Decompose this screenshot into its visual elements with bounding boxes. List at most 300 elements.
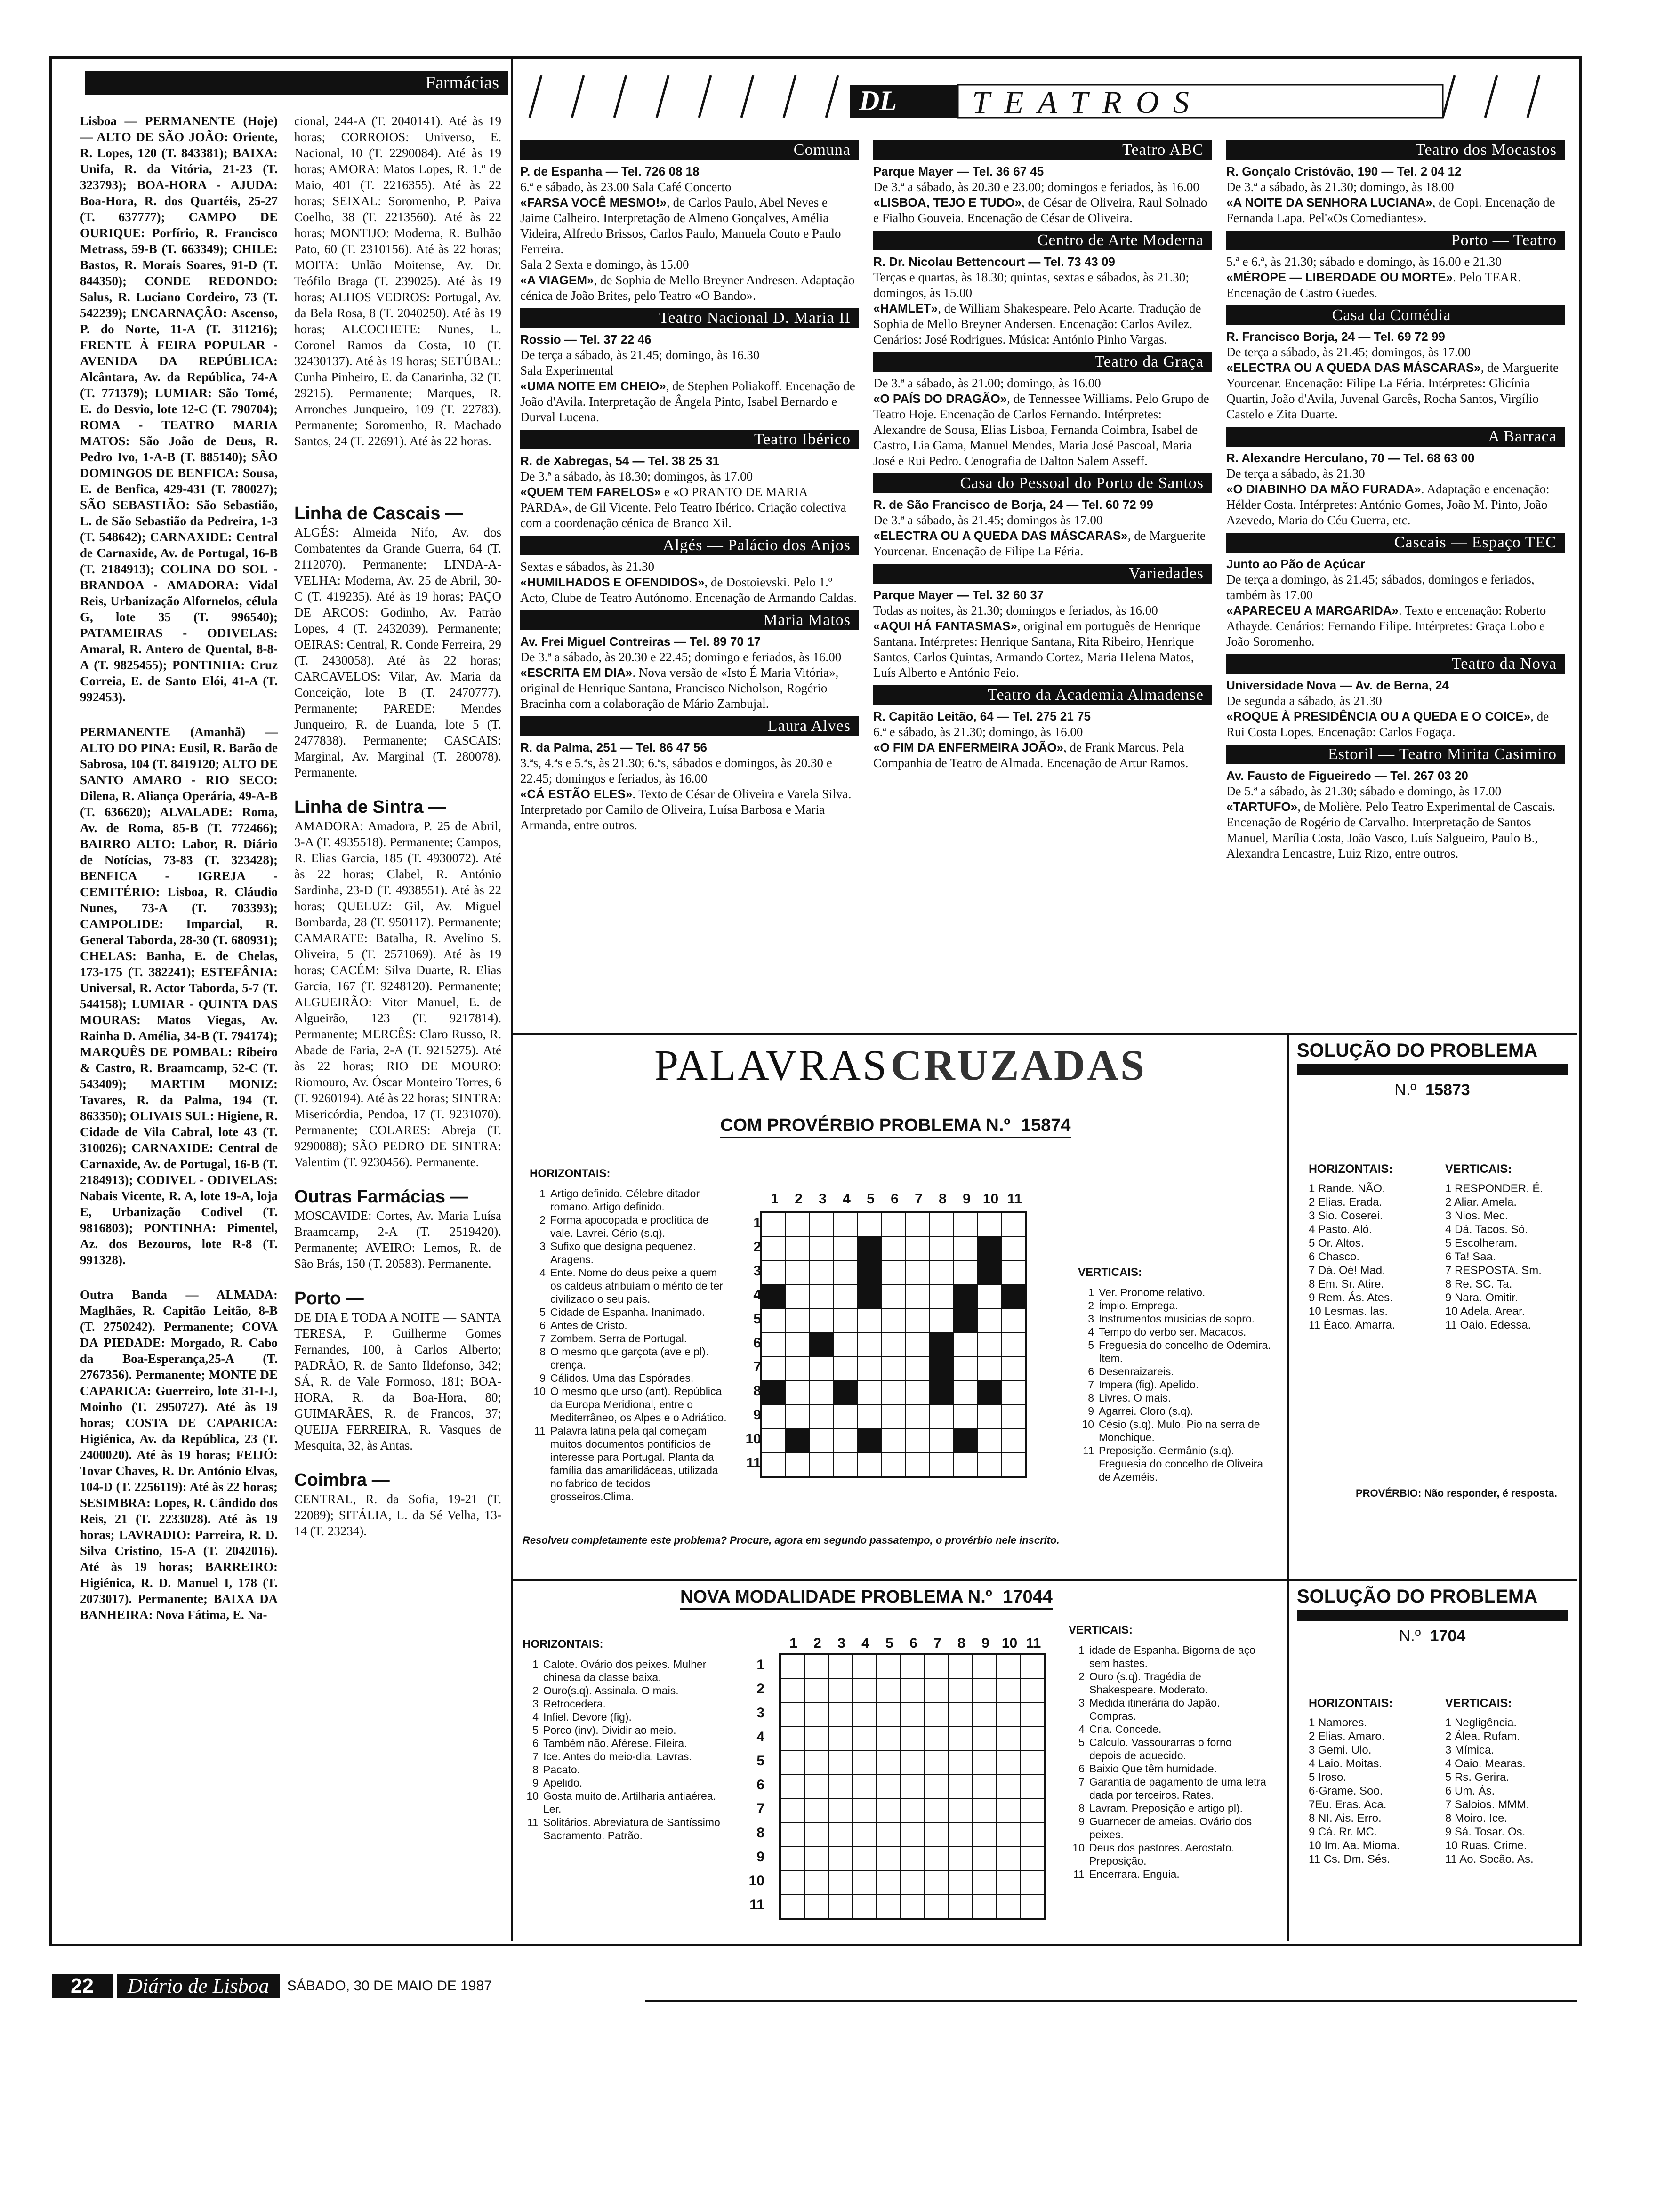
- grid-row: [780, 1846, 1045, 1870]
- white-square[interactable]: [762, 1404, 786, 1428]
- white-square[interactable]: [949, 1822, 973, 1846]
- white-square[interactable]: [882, 1236, 906, 1260]
- white-square[interactable]: [949, 1702, 973, 1726]
- white-square[interactable]: [853, 1870, 877, 1894]
- white-square[interactable]: [901, 1654, 925, 1678]
- white-square[interactable]: [780, 1774, 804, 1798]
- white-square[interactable]: [978, 1428, 1002, 1452]
- white-square[interactable]: [804, 1822, 828, 1846]
- theatre-schedule: Sextas e sábados, às 21.30: [520, 560, 654, 574]
- white-square[interactable]: [834, 1332, 858, 1356]
- white-square[interactable]: [1002, 1308, 1026, 1332]
- pharmacy-block: [294, 524, 501, 780]
- clue-item: [530, 1306, 727, 1319]
- crossword-title-part1: PALAVRAS: [654, 1041, 889, 1089]
- white-square[interactable]: [1002, 1356, 1026, 1380]
- white-square[interactable]: [853, 1726, 877, 1750]
- white-square[interactable]: [906, 1452, 930, 1476]
- theatre-show-title: «CÁ ESTÃO ELES»: [520, 787, 633, 801]
- white-square[interactable]: [978, 1284, 1002, 1308]
- white-square[interactable]: [882, 1356, 906, 1380]
- white-square[interactable]: [780, 1678, 804, 1702]
- white-square[interactable]: [906, 1212, 930, 1236]
- white-square[interactable]: [954, 1236, 978, 1260]
- white-square[interactable]: [1002, 1428, 1026, 1452]
- white-square[interactable]: [804, 1774, 828, 1798]
- white-square[interactable]: [925, 1702, 949, 1726]
- white-square[interactable]: [858, 1404, 882, 1428]
- grid-row-number: 7: [756, 1801, 764, 1817]
- clue-number: 9: [532, 1777, 539, 1789]
- white-square[interactable]: [925, 1726, 949, 1750]
- pharmacy-block: [294, 1309, 501, 1453]
- white-square[interactable]: [997, 1870, 1021, 1894]
- white-square[interactable]: [930, 1428, 954, 1452]
- white-square[interactable]: [810, 1260, 834, 1284]
- white-square[interactable]: [810, 1212, 834, 1236]
- white-square[interactable]: [1002, 1260, 1026, 1284]
- white-square[interactable]: [1002, 1452, 1026, 1476]
- theatre-address: Parque Mayer — Tel. 36 67 45: [873, 164, 1044, 178]
- white-square[interactable]: [834, 1236, 858, 1260]
- clue-item: [530, 1345, 727, 1371]
- white-square[interactable]: [954, 1356, 978, 1380]
- white-square[interactable]: [858, 1380, 882, 1404]
- white-square[interactable]: [930, 1452, 954, 1476]
- grid-column-number: 10: [1001, 1635, 1018, 1651]
- white-square[interactable]: [762, 1452, 786, 1476]
- white-square[interactable]: [804, 1750, 828, 1774]
- white-square[interactable]: [786, 1212, 810, 1236]
- white-square[interactable]: [834, 1428, 858, 1452]
- problem2-grid: [779, 1653, 1046, 1920]
- crossword-divider: [511, 1579, 1577, 1581]
- white-square[interactable]: [804, 1846, 828, 1870]
- white-square[interactable]: [1021, 1798, 1045, 1822]
- white-square[interactable]: [858, 1356, 882, 1380]
- white-square[interactable]: [930, 1236, 954, 1260]
- solution-entry: 1 Rande. NÃO.: [1309, 1182, 1385, 1195]
- white-square[interactable]: [949, 1726, 973, 1750]
- theatre-show-title: «QUEM TEM FARELOS»: [520, 485, 661, 499]
- white-square[interactable]: [828, 1678, 853, 1702]
- white-square[interactable]: [780, 1846, 804, 1870]
- white-square[interactable]: [882, 1452, 906, 1476]
- white-square[interactable]: [810, 1356, 834, 1380]
- white-square[interactable]: [973, 1822, 997, 1846]
- white-square[interactable]: [810, 1452, 834, 1476]
- white-square[interactable]: [780, 1798, 804, 1822]
- white-square[interactable]: [954, 1452, 978, 1476]
- white-square[interactable]: [882, 1332, 906, 1356]
- clue-text: Desenraizareis.: [1099, 1365, 1174, 1378]
- solution-entry: 11 Cs. Dm. Sés.: [1309, 1853, 1390, 1866]
- white-square[interactable]: [853, 1894, 877, 1918]
- white-square[interactable]: [978, 1332, 1002, 1356]
- white-square[interactable]: [1021, 1822, 1045, 1846]
- white-square[interactable]: [901, 1894, 925, 1918]
- theatre-listing: [1226, 231, 1565, 301]
- pharmacies-column-2: [294, 113, 501, 1544]
- white-square[interactable]: [853, 1822, 877, 1846]
- white-square[interactable]: [997, 1822, 1021, 1846]
- white-square[interactable]: [804, 1678, 828, 1702]
- white-square[interactable]: [949, 1774, 973, 1798]
- white-square[interactable]: [882, 1260, 906, 1284]
- theatre-details: , de Frank Marcus. Pela Companhia de Teatro de Almada. Encenação de Artur Ramos.: [873, 740, 1189, 770]
- white-square[interactable]: [997, 1774, 1021, 1798]
- theatre-details: . Texto de César de Oliveira e Varela Silva. Interpretado por Camilo de Oliveira, Luísa Barbosa e Maria Armanda, entre outros.: [520, 787, 852, 832]
- white-square[interactable]: [997, 1894, 1021, 1918]
- theatre-details: e «O PRANTO DE MARIA PARDA», de Gil Vicente. Pelo Teatro Ibérico. Criação colectiva com a coordenação cénica de Branco Xil.: [520, 485, 846, 530]
- theatre-schedule: Sala 2 Sexta e domingo, às 15.00: [520, 257, 689, 272]
- theatre-show-title: «APARECEU A MARGARIDA»: [1226, 603, 1399, 617]
- white-square[interactable]: [853, 1846, 877, 1870]
- white-square[interactable]: [973, 1894, 997, 1918]
- white-square[interactable]: [804, 1870, 828, 1894]
- white-square[interactable]: [1002, 1332, 1026, 1356]
- theatre-show-title: «HAMLET»: [873, 301, 938, 315]
- white-square[interactable]: [834, 1260, 858, 1284]
- theatre-address: R. Gonçalo Cristóvão, 190 — Tel. 2 04 12: [1226, 164, 1462, 178]
- white-square[interactable]: [901, 1798, 925, 1822]
- theatre-name-bar: Estoril — Teatro Mirita Casimiro: [1226, 745, 1565, 764]
- white-square[interactable]: [901, 1774, 925, 1798]
- white-square[interactable]: [786, 1260, 810, 1284]
- white-square[interactable]: [780, 1726, 804, 1750]
- white-square[interactable]: [762, 1428, 786, 1452]
- white-square[interactable]: [853, 1654, 877, 1678]
- pharmacy-text: cional, 244-A (T. 2040141). Até às 19 horas; CORROIOS: Universo, E. Nacional, 10 (T. 2290084). Até às 19 horas; AMORA: Matos Lopes, R. 1.º de Maio, 401 (T. 2216355). Até às 22 horas; SEIXAL: Soromenho, P. Paiva Coelho, 38 (T. 2213560). Até às 22 horas; MONTIJO: Moderna, R. Bulhão Pato, 60 (T. 2310156). Até às 22 horas; MOITA: Unlão Moitense, Av. Dr. Teófilo Braga (T. 239025). Até às 19 horas; ALHOS VEDROS: Portugal, Av. da Bela Rosa, 8 (T. 2040250). Até às 19 horas; ALCOCHETE: Nunes, L. Coronel Ramos da Costa, 10 (T. 32430137). Até às 19 horas; SETÚBAL: Cunha Pinheiro, E. da Canarinha, 32 (T. 29215). Permanente; Marques, R. Arronches Junqueiro, 109 (T. 22783). Permanente; Soromenho, R. Machado Santos, 24 (T. 22691). Até às 22 horas.: [294, 114, 501, 448]
- white-square[interactable]: [925, 1894, 949, 1918]
- white-square[interactable]: [1021, 1654, 1045, 1678]
- white-square[interactable]: [858, 1308, 882, 1332]
- white-square[interactable]: [786, 1308, 810, 1332]
- white-square[interactable]: [906, 1308, 930, 1332]
- white-square[interactable]: [762, 1356, 786, 1380]
- white-square[interactable]: [906, 1236, 930, 1260]
- white-square[interactable]: [810, 1404, 834, 1428]
- white-square[interactable]: [949, 1846, 973, 1870]
- white-square[interactable]: [877, 1678, 901, 1702]
- white-square[interactable]: [1021, 1870, 1045, 1894]
- white-square[interactable]: [804, 1702, 828, 1726]
- white-square[interactable]: [954, 1404, 978, 1428]
- white-square[interactable]: [954, 1380, 978, 1404]
- white-square[interactable]: [1021, 1726, 1045, 1750]
- white-square[interactable]: [997, 1750, 1021, 1774]
- white-square[interactable]: [997, 1678, 1021, 1702]
- white-square[interactable]: [930, 1404, 954, 1428]
- white-square[interactable]: [810, 1236, 834, 1260]
- white-square[interactable]: [786, 1404, 810, 1428]
- grid-column-number: 1: [789, 1635, 797, 1651]
- white-square[interactable]: [786, 1332, 810, 1356]
- white-square[interactable]: [1021, 1678, 1045, 1702]
- white-square[interactable]: [804, 1654, 828, 1678]
- theatre-details: , de Carlos Paulo, Abel Neves e Jaime Calheiro. Interpretação de Almeno Gonçalves, Amélia Videira, Alfredo Brissos, Carlos Paulo, Manuela Couto e Paulo Ferreira.: [520, 195, 841, 256]
- grid-row-number: 6: [753, 1335, 761, 1351]
- white-square[interactable]: [834, 1308, 858, 1332]
- theatre-details: , de Molière. Pelo Teatro Experimental de Cascais. Encenação de Rogério de Carvalho. Interpretação de Santos Manuel, Marília Costa, João Vasco, Luís Salgueiro, Paulo B., Alexandra Lencastre, Luiz Rizo, entre outros.: [1226, 800, 1556, 860]
- white-square[interactable]: [997, 1726, 1021, 1750]
- white-square[interactable]: [882, 1212, 906, 1236]
- clue-number: 7: [539, 1332, 546, 1345]
- white-square[interactable]: [780, 1822, 804, 1846]
- white-square[interactable]: [930, 1212, 954, 1236]
- solution-entry: 4 Oaio. Mearas.: [1445, 1757, 1526, 1770]
- white-square[interactable]: [973, 1702, 997, 1726]
- white-square[interactable]: [882, 1308, 906, 1332]
- white-square[interactable]: [1002, 1236, 1026, 1260]
- white-square[interactable]: [877, 1654, 901, 1678]
- white-square[interactable]: [877, 1726, 901, 1750]
- theatre-name-bar: Casa do Pessoal do Porto de Santos: [873, 473, 1212, 493]
- white-square[interactable]: [786, 1284, 810, 1308]
- white-square[interactable]: [786, 1380, 810, 1404]
- white-square[interactable]: [906, 1260, 930, 1284]
- white-square[interactable]: [853, 1702, 877, 1726]
- white-square[interactable]: [853, 1774, 877, 1798]
- white-square[interactable]: [828, 1702, 853, 1726]
- white-square[interactable]: [834, 1284, 858, 1308]
- white-square[interactable]: [877, 1750, 901, 1774]
- white-square[interactable]: [786, 1452, 810, 1476]
- white-square[interactable]: [901, 1678, 925, 1702]
- white-square[interactable]: [762, 1212, 786, 1236]
- white-square[interactable]: [925, 1846, 949, 1870]
- white-square[interactable]: [828, 1822, 853, 1846]
- white-square[interactable]: [810, 1380, 834, 1404]
- white-square[interactable]: [906, 1284, 930, 1308]
- problem1-vert-label: VERTICAIS:: [1078, 1266, 1142, 1279]
- white-square[interactable]: [834, 1356, 858, 1380]
- white-square[interactable]: [762, 1260, 786, 1284]
- white-square[interactable]: [877, 1822, 901, 1846]
- grid-column-number: 2: [813, 1635, 821, 1651]
- white-square[interactable]: [906, 1356, 930, 1380]
- white-square[interactable]: [828, 1894, 853, 1918]
- white-square[interactable]: [853, 1798, 877, 1822]
- theatre-name-bar: Teatro ABC: [873, 140, 1212, 160]
- white-square[interactable]: [906, 1332, 930, 1356]
- white-square[interactable]: [973, 1726, 997, 1750]
- white-square[interactable]: [930, 1308, 954, 1332]
- white-square[interactable]: [877, 1870, 901, 1894]
- white-square[interactable]: [1002, 1212, 1026, 1236]
- white-square[interactable]: [949, 1798, 973, 1822]
- white-square[interactable]: [882, 1380, 906, 1404]
- white-square[interactable]: [828, 1726, 853, 1750]
- white-square[interactable]: [973, 1654, 997, 1678]
- clue-item: [1078, 1378, 1276, 1391]
- white-square[interactable]: [954, 1212, 978, 1236]
- grid-row: [762, 1260, 1026, 1284]
- theatre-listing: [873, 352, 1212, 469]
- white-square[interactable]: [973, 1846, 997, 1870]
- white-square[interactable]: [762, 1308, 786, 1332]
- white-square[interactable]: [780, 1870, 804, 1894]
- grid-row: [780, 1678, 1045, 1702]
- white-square[interactable]: [901, 1870, 925, 1894]
- clue-number: 6: [532, 1737, 539, 1749]
- white-square[interactable]: [954, 1332, 978, 1356]
- clue-number: 10: [533, 1385, 546, 1397]
- pharmacy-block: [294, 113, 501, 449]
- white-square[interactable]: [997, 1798, 1021, 1822]
- white-square[interactable]: [882, 1404, 906, 1428]
- white-square[interactable]: [810, 1428, 834, 1452]
- white-square[interactable]: [828, 1750, 853, 1774]
- white-square[interactable]: [828, 1774, 853, 1798]
- clue-text: Preposição. Germânio (s.q). Freguesia do concelho de Oliveira de Azeméis.: [1099, 1444, 1263, 1483]
- clue-number: 9: [539, 1372, 546, 1384]
- white-square[interactable]: [906, 1428, 930, 1452]
- theatre-show-title: «ESCRITA EM DIA»: [520, 665, 633, 680]
- white-square[interactable]: [762, 1332, 786, 1356]
- white-square[interactable]: [901, 1750, 925, 1774]
- clue-text: Gosta muito de. Artilharia antiaérea. Ler.: [543, 1790, 716, 1815]
- white-square[interactable]: [973, 1870, 997, 1894]
- solution2-box: [1297, 1586, 1568, 1645]
- white-square[interactable]: [786, 1236, 810, 1260]
- theatre-listing: [873, 473, 1212, 559]
- grid-row: [780, 1750, 1045, 1774]
- white-square[interactable]: [949, 1678, 973, 1702]
- white-square[interactable]: [901, 1726, 925, 1750]
- white-square[interactable]: [949, 1870, 973, 1894]
- white-square[interactable]: [978, 1452, 1002, 1476]
- white-square[interactable]: [834, 1212, 858, 1236]
- white-square[interactable]: [828, 1846, 853, 1870]
- white-square[interactable]: [978, 1212, 1002, 1236]
- white-square[interactable]: [1021, 1846, 1045, 1870]
- white-square[interactable]: [901, 1846, 925, 1870]
- white-square[interactable]: [1021, 1702, 1045, 1726]
- solution1-horiz-label: HORIZONTAIS:: [1309, 1162, 1393, 1176]
- white-square[interactable]: [949, 1750, 973, 1774]
- white-square[interactable]: [978, 1308, 1002, 1332]
- white-square[interactable]: [1021, 1894, 1045, 1918]
- grid-row-number: 11: [746, 1455, 761, 1471]
- theatre-details: , original em português de Henrique Santana. Intérpretes: Henrique Santana, Rita Ribeiro, Henrique Santos, Carlos Quintas, Armando Cortez, Maria Helena Matos, Luís Alberto e António Feio.: [873, 619, 1201, 680]
- white-square[interactable]: [858, 1332, 882, 1356]
- white-square[interactable]: [954, 1260, 978, 1284]
- theatre-listing: [1226, 427, 1565, 528]
- white-square[interactable]: [762, 1236, 786, 1260]
- white-square[interactable]: [828, 1798, 853, 1822]
- white-square[interactable]: [973, 1798, 997, 1822]
- grid-row: [762, 1428, 1026, 1452]
- white-square[interactable]: [949, 1894, 973, 1918]
- white-square[interactable]: [858, 1452, 882, 1476]
- white-square[interactable]: [925, 1798, 949, 1822]
- white-square[interactable]: [877, 1702, 901, 1726]
- white-square[interactable]: [804, 1798, 828, 1822]
- theatre-name-bar: Teatro dos Mocastos: [1226, 140, 1565, 160]
- white-square[interactable]: [828, 1654, 853, 1678]
- theatre-schedule: De 3.ª a sábado, às 21.45; domingos às 17.00: [873, 513, 1103, 527]
- white-square[interactable]: [973, 1774, 997, 1798]
- white-square[interactable]: [925, 1678, 949, 1702]
- black-square: [858, 1428, 882, 1452]
- white-square[interactable]: [804, 1894, 828, 1918]
- white-square[interactable]: [877, 1774, 901, 1798]
- white-square[interactable]: [1002, 1404, 1026, 1428]
- theatre-name-bar: Centro de Arte Moderna: [873, 231, 1212, 250]
- white-square[interactable]: [901, 1702, 925, 1726]
- solution-entry: 9 Cá. Rr. MC.: [1309, 1826, 1377, 1838]
- white-square[interactable]: [828, 1870, 853, 1894]
- white-square[interactable]: [930, 1260, 954, 1284]
- clue-item: [523, 1776, 725, 1789]
- clue-number: 8: [532, 1763, 539, 1776]
- white-square[interactable]: [780, 1654, 804, 1678]
- white-square[interactable]: [877, 1846, 901, 1870]
- solution1-proverb: PROVÉRBIO: Não responder, é resposta.: [1356, 1487, 1557, 1499]
- black-square: [834, 1380, 858, 1404]
- white-square[interactable]: [780, 1702, 804, 1726]
- solution-entry: 5 Escolheram.: [1445, 1237, 1518, 1250]
- white-square[interactable]: [925, 1654, 949, 1678]
- grid-row-number: 8: [753, 1383, 761, 1399]
- white-square[interactable]: [973, 1750, 997, 1774]
- white-square[interactable]: [978, 1356, 1002, 1380]
- white-square[interactable]: [877, 1798, 901, 1822]
- solution-entry: 10 Im. Aa. Mioma.: [1309, 1839, 1400, 1852]
- white-square[interactable]: [834, 1452, 858, 1476]
- white-square[interactable]: [780, 1894, 804, 1918]
- theatre-details: . Nova versão de «Isto É Maria Vitória», original de Henrique Santana, Francisco Nicholson, Rogério Bracinha com a colaboração de Mário Zambujal.: [520, 665, 839, 711]
- white-square[interactable]: [925, 1822, 949, 1846]
- white-square[interactable]: [804, 1726, 828, 1750]
- white-square[interactable]: [853, 1678, 877, 1702]
- white-square[interactable]: [834, 1404, 858, 1428]
- white-square[interactable]: [906, 1404, 930, 1428]
- white-square[interactable]: [925, 1870, 949, 1894]
- white-square[interactable]: [997, 1654, 1021, 1678]
- white-square[interactable]: [786, 1356, 810, 1380]
- solution-entry: 7 RESPOSTA. Sm.: [1445, 1264, 1542, 1277]
- white-square[interactable]: [978, 1404, 1002, 1428]
- white-square[interactable]: [780, 1750, 804, 1774]
- white-square[interactable]: [1002, 1380, 1026, 1404]
- white-square[interactable]: [973, 1678, 997, 1702]
- white-square[interactable]: [858, 1212, 882, 1236]
- white-square[interactable]: [925, 1750, 949, 1774]
- solution-entry: 8 Em. Sr. Atire.: [1309, 1278, 1384, 1290]
- white-square[interactable]: [1021, 1774, 1045, 1798]
- white-square[interactable]: [810, 1284, 834, 1308]
- white-square[interactable]: [949, 1654, 973, 1678]
- black-square: [930, 1380, 954, 1404]
- white-square[interactable]: [882, 1284, 906, 1308]
- white-square[interactable]: [997, 1702, 1021, 1726]
- white-square[interactable]: [925, 1774, 949, 1798]
- white-square[interactable]: [810, 1308, 834, 1332]
- white-square[interactable]: [930, 1284, 954, 1308]
- white-square[interactable]: [877, 1894, 901, 1918]
- white-square[interactable]: [1021, 1750, 1045, 1774]
- white-square[interactable]: [997, 1846, 1021, 1870]
- white-square[interactable]: [901, 1822, 925, 1846]
- clue-number: 6: [1078, 1763, 1085, 1775]
- theatre-schedule: 6.ª e sábado, às 23.00 Sala Café Concerto: [520, 180, 732, 194]
- white-square[interactable]: [853, 1750, 877, 1774]
- white-square[interactable]: [882, 1428, 906, 1452]
- white-square[interactable]: [906, 1380, 930, 1404]
- clue-item: [523, 1697, 725, 1710]
